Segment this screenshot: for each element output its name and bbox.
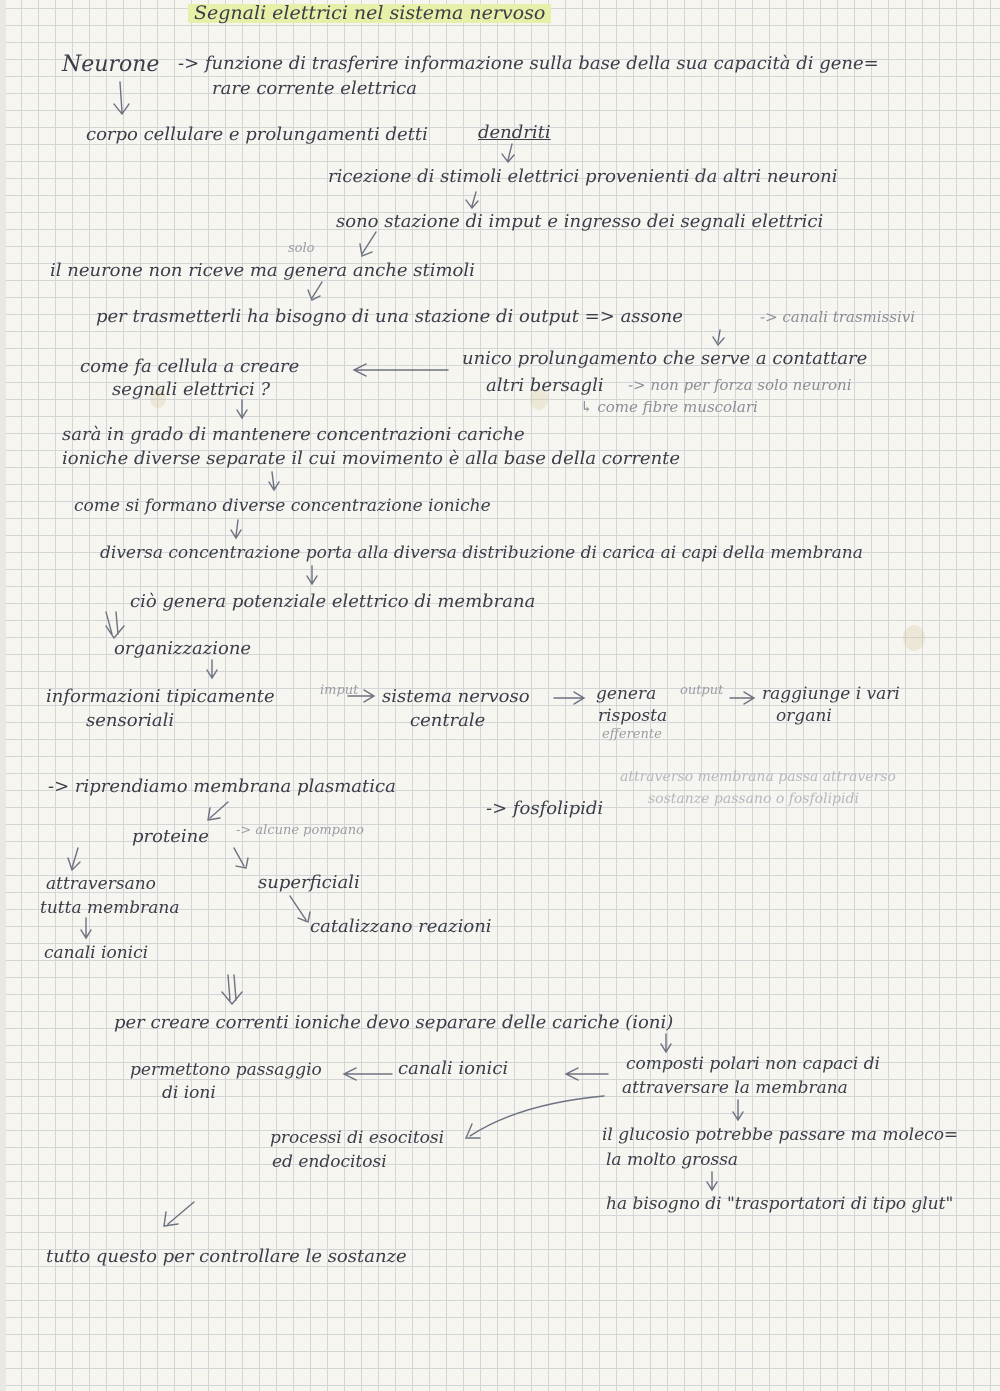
note-text: -> fosfolipidi [486, 798, 604, 819]
note-text: il neurone non riceve ma genera anche stimoli [50, 260, 475, 281]
note-text: come si formano diverse concentrazione ioniche [74, 496, 491, 516]
note-text: corpo cellulare e prolungamenti detti [86, 124, 428, 145]
note-text: ricezione di stimoli elettrici provenienti da altri neuroni [328, 166, 838, 187]
note-text: dendriti [478, 122, 551, 143]
note-text: sensoriali [86, 710, 175, 731]
note-text: ↳ come fibre muscolari [580, 398, 758, 416]
note-text: il glucosio potrebbe passare ma moleco= [602, 1125, 959, 1145]
note-text: catalizzano reazioni [310, 916, 492, 937]
note-text: canali ionici [398, 1058, 509, 1079]
note-text: centrale [410, 710, 486, 731]
page-title: Segnali elettrici nel sistema nervoso [188, 4, 551, 23]
note-text: canali ionici [44, 943, 149, 963]
note-text: risposta [598, 706, 668, 726]
note-text: attraversano [46, 874, 156, 894]
note-text: di ioni [162, 1083, 216, 1103]
note-text: come fa cellula a creare [80, 356, 300, 377]
note-text: organizzazione [114, 638, 252, 659]
note-text: tutto questo per controllare le sostanze [46, 1246, 407, 1267]
note-text: genera [596, 684, 657, 704]
note-text: ed endocitosi [272, 1152, 387, 1172]
note-text: tutta membrana [40, 898, 180, 918]
note-text: imput [320, 683, 359, 698]
note-text: per creare correnti ioniche devo separare delle cariche (ioni) [114, 1012, 674, 1033]
note-text: proteine [132, 826, 209, 847]
note-text: ioniche diverse separate il cui movimento è alla base della corrente [62, 448, 681, 469]
note-text: attraverso membrana passa attraverso [620, 769, 896, 785]
note-text: sistema nervoso [382, 686, 530, 707]
note-text: processi di esocitosi [270, 1128, 445, 1148]
note-text: efferente [602, 727, 662, 742]
note-text: ciò genera potenziale elettrico di membrana [130, 591, 536, 612]
paper-margin [0, 0, 6, 1391]
note-text: Neurone [62, 52, 160, 77]
note-text: ha bisogno di "trasportatori di tipo glut" [606, 1194, 954, 1214]
note-text: -> funzione di trasferire informazione sulla base della sua capacità di gene= [178, 53, 879, 74]
note-text: -> riprendiamo membrana plasmatica [48, 776, 396, 797]
note-text: composti polari non capaci di [626, 1054, 880, 1074]
note-text: organi [776, 706, 832, 726]
note-text: -> non per forza solo neuroni [628, 376, 852, 394]
paper-stain [903, 625, 925, 651]
note-text: sarà in grado di mantenere concentrazioni cariche [62, 424, 525, 445]
note-text: attraversare la membrana [622, 1078, 848, 1098]
note-text: altri bersagli [486, 375, 604, 396]
note-text: output [680, 683, 724, 698]
note-text: raggiunge i vari [762, 684, 900, 704]
note-text: solo [288, 241, 315, 256]
note-text: -> alcune pompano [236, 823, 364, 838]
note-text: unico prolungamento che serve a contattare [462, 348, 868, 369]
note-text: segnali elettrici ? [112, 379, 271, 400]
note-text: permettono passaggio [130, 1060, 322, 1080]
note-text: informazioni tipicamente [46, 686, 275, 707]
note-text: sono stazione di imput e ingresso dei segnali elettrici [336, 211, 824, 232]
note-text: la molto grossa [606, 1150, 739, 1170]
note-text: -> canali trasmissivi [760, 308, 916, 326]
note-text: rare corrente elettrica [212, 78, 417, 99]
note-text: sostanze passano o fosfolipidi [648, 791, 859, 807]
note-text: superficiali [258, 872, 360, 893]
note-text: per trasmetterli ha bisogno di una stazione di output => assone [96, 306, 683, 327]
note-text: diversa concentrazione porta alla diversa distribuzione di carica ai capi della membrana [100, 543, 863, 563]
